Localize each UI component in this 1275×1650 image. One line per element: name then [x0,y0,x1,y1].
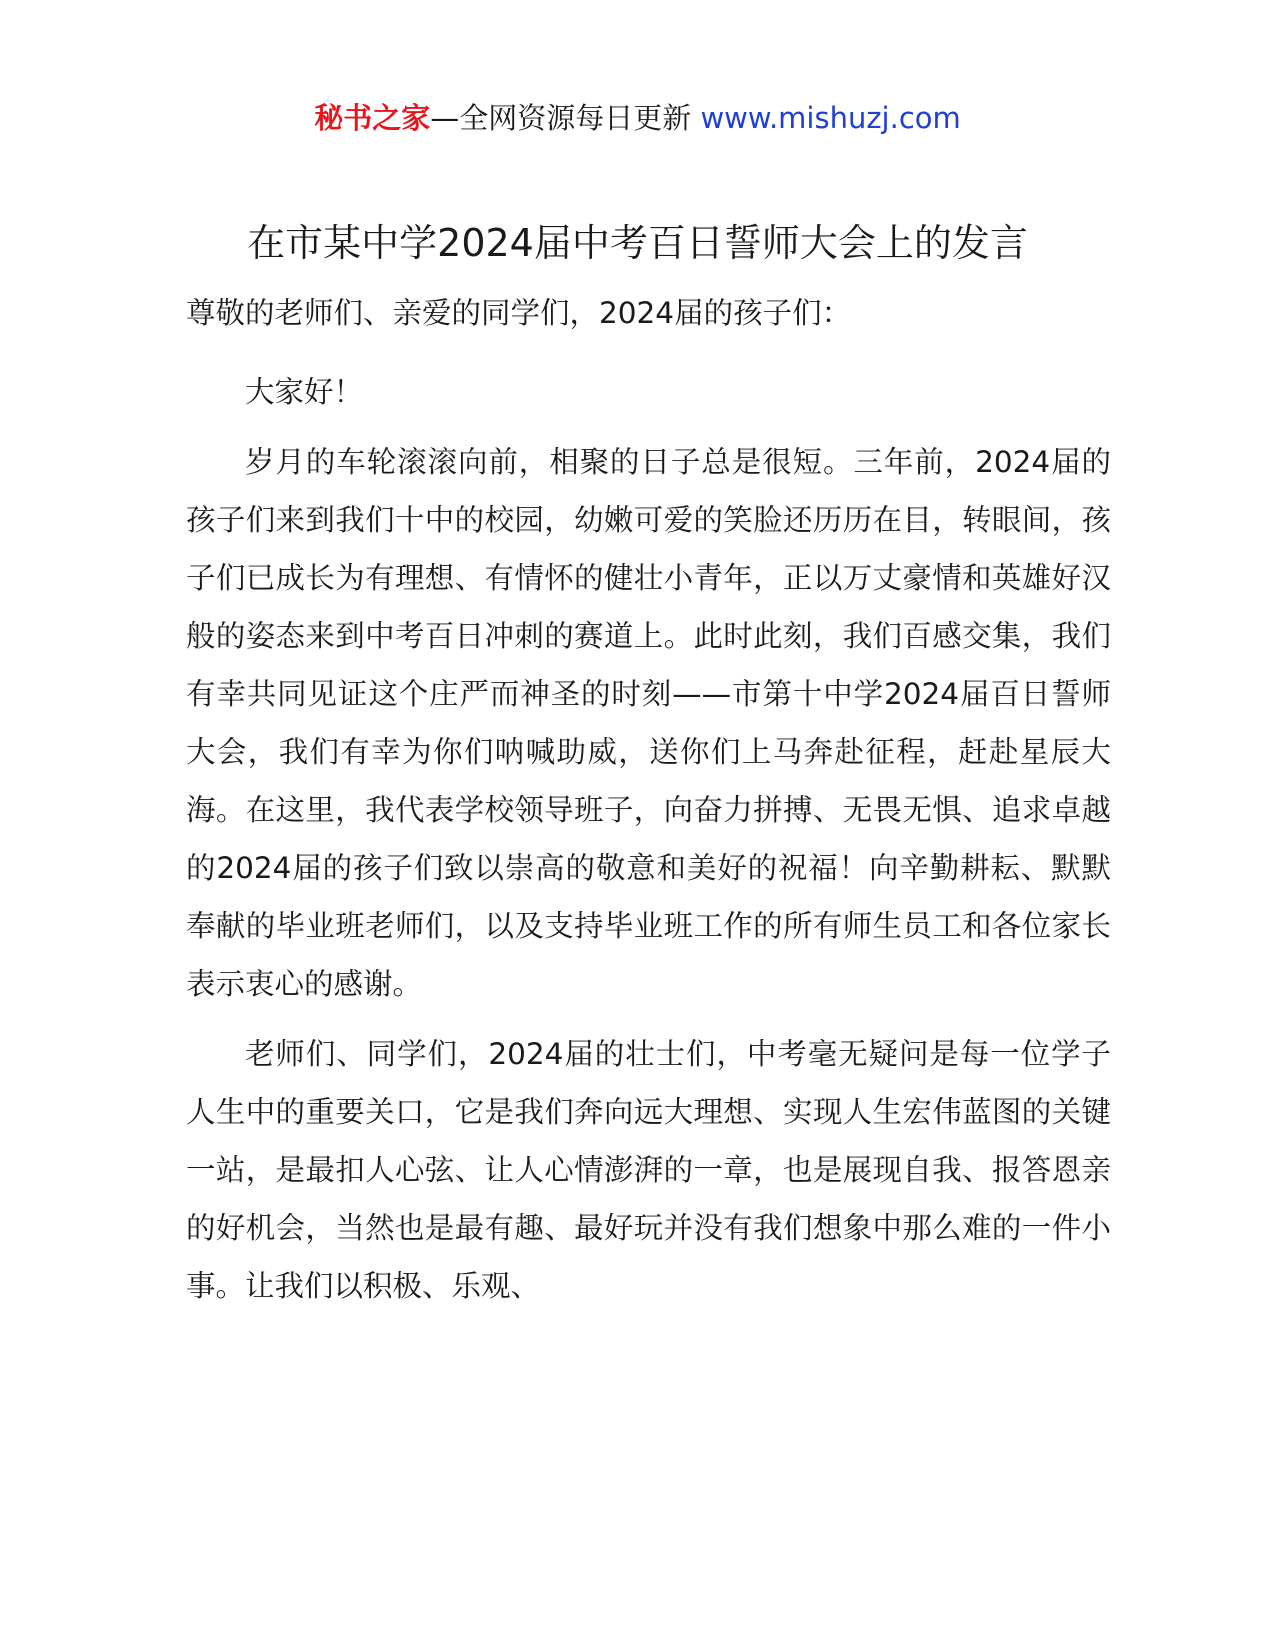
salutation: 尊敬的老师们、亲爱的同学们，2024届的孩子们： [186,296,852,330]
document-title: 在市某中学2024届中考百日誓师大会上的发言 [247,221,1028,265]
document-body [186,293,1111,1315]
site-url-link[interactable]: www.mishuzj.com [700,101,961,135]
site-slogan: —全网资源每日更新 [430,101,692,135]
site-header [0,98,1275,138]
greeting: 大家好！ [245,375,364,409]
paragraph-2: 老师们、同学们，2024届的壮士们，中考毫无疑问是每一位学子人生中的重要关口，它是我们奔向远大理想、实现人生宏伟蓝图的关键一站，是最扣人心弦、让人心情澎湃的一章，也是展现自我、报答恩亲的好机会，当然也是最有趣、最好玩并没有我们想象中那么难的一件小事。让我们以积极、乐观、 [186,1037,1111,1303]
paragraph-1: 岁月的车轮滚滚向前，相聚的日子总是很短。三年前，2024届的孩子们来到我们十中的校园，幼嫩可爱的笑脸还历历在目，转眼间，孩子们已成长为有理想、有情怀的健壮小青年，正以万丈豪情和英雄好汉般的姿态来到中考百日冲刺的赛道上。此时此刻，我们百感交集，我们有幸共同见证这个庄严而神圣的时刻——市第十中学2024届百日誓师大会，我们有幸为你们呐喊助威，送你们上马奔赴征程，赶赴星辰大海。在这里，我代表学校领导班子，向奋力拼搏、无畏无惧、追求卓越的2024届的孩子们致以崇高的敬意和美好的祝福！向辛勤耕耘、默默奉献的毕业班老师们，以及支持毕业班工作的所有师生员工和各位家长表示衷心的感谢。 [186,445,1111,1001]
brand-name: 秘书之家 [314,101,431,135]
